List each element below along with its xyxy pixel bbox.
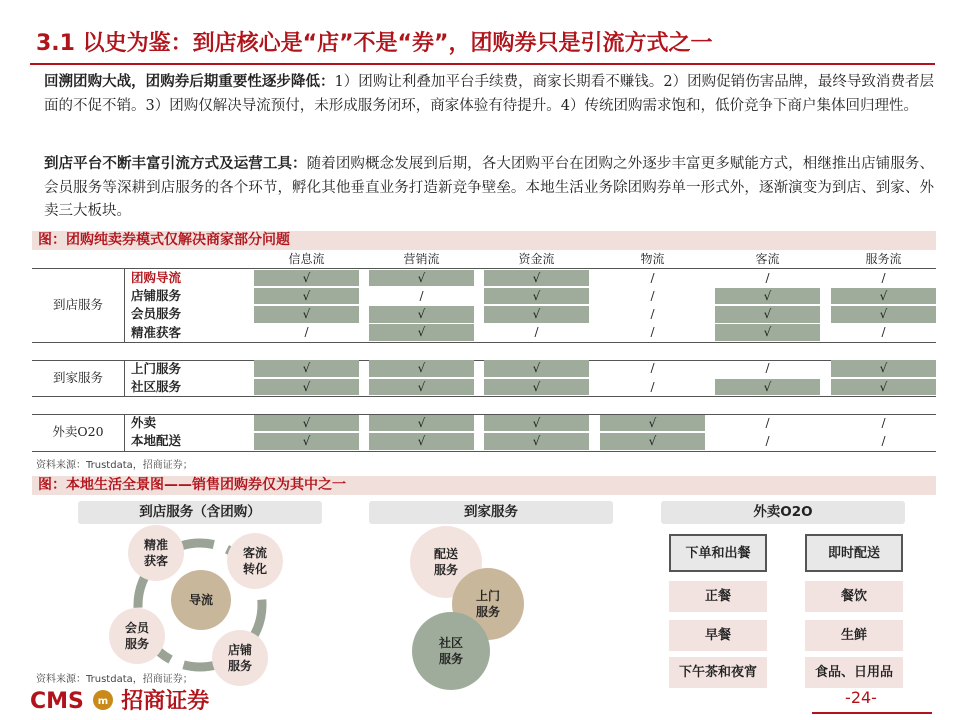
group-divider: [124, 414, 125, 450]
column-header: 营销流: [403, 252, 440, 266]
circle-store-service: 店铺 服务: [212, 630, 268, 686]
table-cell: √: [369, 360, 474, 377]
table-cell: /: [765, 433, 770, 448]
table-cell: √: [831, 379, 936, 396]
table-cell: √: [369, 324, 474, 341]
box-catering: 餐饮: [805, 581, 903, 612]
circle-door-service: 上门 服务: [452, 568, 524, 640]
group-rule: [32, 342, 936, 343]
column-header: 物流: [640, 252, 665, 266]
paragraph-1: [44, 70, 934, 118]
table-cell: √: [254, 288, 359, 305]
table-cell: √: [369, 306, 474, 323]
table-cell: √: [600, 415, 705, 432]
row-label: 精准获客: [131, 324, 182, 340]
table-cell: √: [831, 288, 936, 305]
row-label: 会员服务: [131, 306, 182, 322]
table-cell: √: [484, 360, 589, 377]
table-cell: √: [254, 306, 359, 323]
box-food-daily-goods: 食品、日用品: [805, 657, 903, 688]
table-cell: √: [254, 379, 359, 396]
box-main-meal: 正餐: [669, 581, 767, 612]
section-store-service: 到店服务（含团购）: [78, 501, 322, 524]
table-cell: √: [715, 379, 820, 396]
paragraph-1-lead: 回溯团购大战，团购券后期重要性逐步降低：: [44, 73, 335, 90]
page-number: -24-: [845, 688, 877, 707]
table-cell: √: [254, 415, 359, 432]
logo-emblem-icon: [92, 689, 114, 711]
table-cell: √: [484, 379, 589, 396]
title-divider: [30, 63, 935, 65]
row-label: 店铺服务: [131, 288, 182, 304]
table-cell: √: [369, 379, 474, 396]
table-cell: /: [881, 433, 886, 448]
paragraph-2-lead: 到店平台不断丰富引流方式及运营工具：: [44, 155, 307, 172]
circle-traffic-conversion: 客流 转化: [227, 533, 283, 589]
table-cell: √: [484, 433, 589, 450]
paragraph-1-body: 1）团购让利叠加平台手续费，商家长期看不赚钱。2）团购促销伤害品牌，最终导致消费者层面的不促不销。3）团购仅解决导流预付，未形成服务闭环，商家体验有待提升。4）传统团购需求饱和，低价竞争下商户集体回归理性。: [44, 74, 935, 114]
row-label: 本地配送: [131, 433, 182, 449]
page-number-underline: [812, 712, 932, 714]
table-cell: √: [254, 433, 359, 450]
table-cell: /: [765, 415, 770, 430]
circle-guide-traffic: 导流: [171, 570, 231, 630]
circle-member-service: 会员 服务: [109, 608, 165, 664]
table-cell: /: [881, 270, 886, 285]
table-cell: /: [650, 306, 655, 321]
column-header: 信息流: [288, 252, 325, 266]
logo-cms-text: CMS: [30, 689, 84, 714]
column-header: 服务流: [865, 252, 902, 266]
group-rule: [32, 396, 936, 397]
group-divider: [124, 269, 125, 342]
column-header: 客流: [755, 252, 780, 266]
table-cell: √: [484, 415, 589, 432]
table-cell: √: [369, 433, 474, 450]
row-label: 社区服务: [131, 379, 182, 394]
table-cell: √: [715, 324, 820, 341]
box-fresh-food: 生鲜: [805, 620, 903, 651]
company-logo: [30, 684, 209, 715]
row-label: 外卖: [131, 415, 157, 431]
table-cell: /: [881, 325, 886, 340]
table-cell: /: [765, 361, 770, 376]
row-label: 上门服务: [131, 360, 182, 376]
table-cell: √: [254, 270, 359, 287]
table-cell: /: [650, 325, 655, 340]
table-cell: /: [765, 270, 770, 285]
table-cell: /: [534, 325, 539, 340]
table-cell: /: [650, 270, 655, 285]
table-cell: /: [650, 288, 655, 303]
box-afternoon-tea-late-night: 下午茶和夜宵: [669, 657, 767, 688]
row-label: 团购导流: [131, 270, 182, 285]
table-cell: √: [484, 270, 589, 287]
table-cell: /: [650, 361, 655, 376]
table-source: 资料来源：Trustdata，招商证券；: [36, 460, 193, 471]
column-header: 资金流: [518, 252, 555, 266]
paragraph-2-body: 随着团购概念发展到后期，各大团购平台在团购之外逐步丰富更多赋能方式，相继推出店铺服务、会员服务等深耕到店服务的各个环节，孵化其他垂直业务打造新竞争壁垒。本地生活业务除团购券单一形式外，逐渐演变为到店、到家、外卖三大板块。: [44, 156, 935, 219]
comparison-table: [32, 251, 936, 453]
group-divider: [124, 360, 125, 396]
table-cell: √: [369, 270, 474, 287]
paragraph-2: [44, 152, 934, 224]
box-order-and-cook: 下单和出餐: [669, 534, 767, 572]
table-cell: √: [831, 306, 936, 323]
svg-text:m: m: [97, 696, 108, 707]
table-cell: /: [650, 379, 655, 394]
circle-community-service: 社区 服务: [412, 612, 490, 690]
table-caption: 图：团购纯卖券模式仅解决商家部分问题: [32, 231, 936, 250]
diagram-source: 资料来源：Trustdata，招商证券；: [36, 674, 193, 685]
group-label: 到家服务: [52, 369, 103, 385]
table-cell: √: [369, 415, 474, 432]
group-label: 外卖O20: [52, 424, 104, 440]
table-cell: √: [254, 360, 359, 377]
table-cell: /: [881, 415, 886, 430]
box-breakfast: 早餐: [669, 620, 767, 651]
circle-delivery-service: 配送 服务: [410, 526, 482, 598]
section-takeout: 外卖O2O: [661, 501, 905, 524]
group-rule: [32, 451, 936, 452]
box-instant-delivery: 即时配送: [805, 534, 903, 572]
table-cell: √: [715, 306, 820, 323]
logo-name-text: 招商证券: [121, 689, 210, 714]
table-cell: √: [831, 360, 936, 377]
table-cell: √: [484, 288, 589, 305]
page-title: 3.1 以史为鉴：到店核心是“店”不是“券”，团购券只是引流方式之一: [36, 31, 713, 56]
table-cell: /: [419, 288, 424, 303]
table-cell: √: [715, 288, 820, 305]
table-cell: √: [484, 306, 589, 323]
table-cell: √: [600, 433, 705, 450]
group-label: 到店服务: [52, 297, 103, 312]
diagram-caption: 图：本地生活全景图——销售团购券仅为其中之一: [32, 476, 936, 495]
table-cell: /: [304, 325, 309, 340]
section-home-service: 到家服务: [369, 501, 613, 524]
circle-precise-acquisition: 精准 获客: [128, 525, 184, 581]
